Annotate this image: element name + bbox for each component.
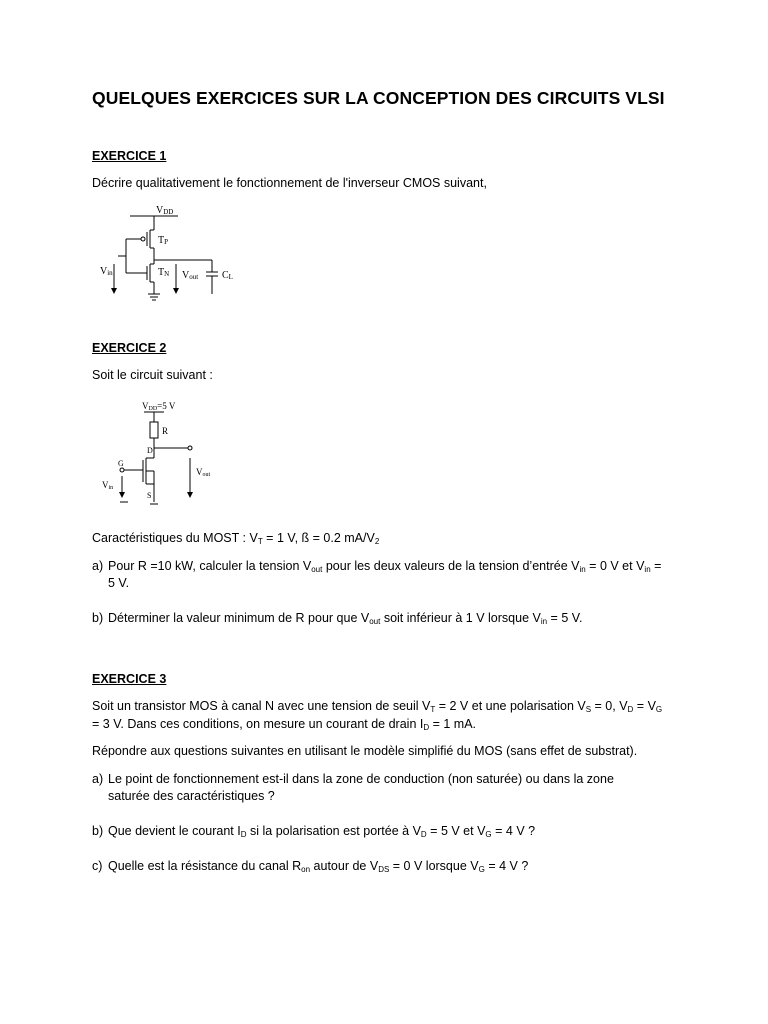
document-title: QUELQUES EXERCICES SUR LA CONCEPTION DES CIRCUITS VLSI: [92, 88, 665, 108]
svg-text:Vout: Vout: [182, 270, 199, 281]
exercise-3-paragraph-1-line-1: Soit un transistor MOS à canal N avec une tension de seuil $V_T = 2$ V et une polarisation $V_S = 0$, $V_D = V_G$: [92, 699, 663, 714]
vout-arrow-icon: [173, 288, 179, 294]
exercise-2-question-a: a) Pour R =10 kW, calculer la tension $V_{out}$ pour les deux valeurs de la tension d’entrée $V_{in} = 0$ V et $V_{in}$ = 5 V.: [92, 559, 662, 590]
svg-text:D: D: [147, 446, 153, 455]
exercise-3-question-a: a) Le point de fonctionnement est-il dans la zone de conduction (non saturée) ou dans la zone saturée des caractéristiques ?: [92, 772, 614, 803]
svg-text:Vout: Vout: [196, 467, 211, 478]
vout-arrow-icon: [187, 492, 193, 498]
svg-text:TP: TP: [158, 235, 169, 246]
exercise-1-intro: Décrire qualitativement le fonctionnement de l'inverseur CMOS suivant,: [92, 176, 487, 190]
exercise-3-paragraph-1-line-2: = 3 V. Dans ces conditions, on mesure un courant de drain $I_D = 1$ mA.: [92, 717, 477, 732]
mos-resistor-circuit-diagram: [100, 398, 230, 514]
svg-text:Vin: Vin: [102, 480, 114, 491]
exercise-3-paragraph-2: Répondre aux questions suivantes en utilisant le modèle simplifié du MOS (sans effet de substrat).: [92, 744, 638, 758]
mos-characteristics: Caractéristiques du MOST : $V_T = 1$ V, ß = 0.2 $mA/V_2$: [92, 531, 380, 546]
vin-arrow-icon: [111, 288, 117, 294]
svg-text:R: R: [162, 426, 169, 436]
svg-text:S: S: [147, 491, 152, 500]
exercise-3-heading: EXERCICE 3: [92, 672, 167, 686]
vin-arrow-icon: [119, 492, 125, 498]
exercise-2-question-b: b) Déterminer la valeur minimum de R pour que $V_{out}$ soit inférieur à 1 V lorsque $V_{in} = 5$ V.: [92, 611, 583, 626]
exercise-3-question-c: c) Quelle est la résistance du canal $R_{on}$ autour de $V_{DS} = 0$ V lorsque $V_G = 4$ V ?: [92, 859, 529, 874]
exercise-3-question-b: b) Que devient le courant $I_D$ si la polarisation est portée à $V_D = 5$ V et $V_G = 4$ V ?: [92, 824, 536, 839]
svg-text:TN: TN: [158, 267, 170, 278]
svg-text:G: G: [118, 459, 124, 468]
svg-text:VDD: VDD: [156, 205, 174, 216]
svg-text:Vin: Vin: [100, 266, 113, 277]
svg-text:VDD=5 V: VDD=5 V: [142, 401, 176, 412]
exercise-2-heading: EXERCICE 2: [92, 341, 167, 355]
cmos-inverter-diagram: [92, 202, 252, 306]
exercise-1-heading: EXERCICE 1: [92, 149, 167, 163]
svg-text:CL: CL: [222, 270, 233, 281]
exercise-2-intro: Soit le circuit suivant :: [92, 368, 213, 382]
